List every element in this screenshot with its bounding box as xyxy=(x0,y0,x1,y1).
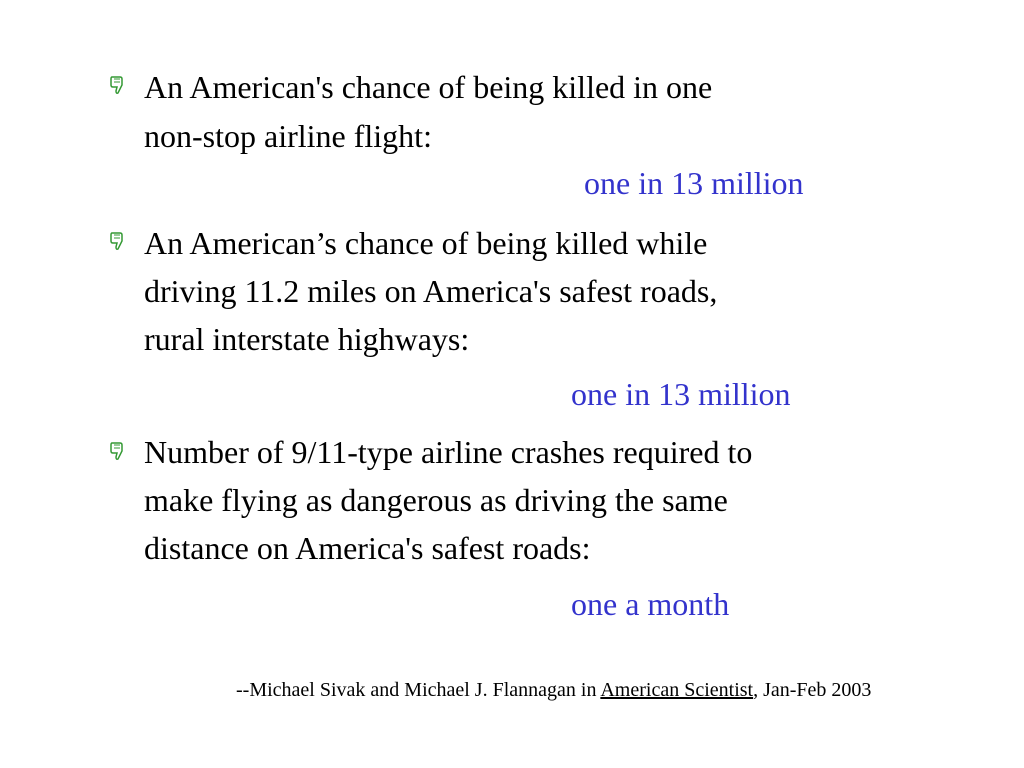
bullet-2-line-2: driving 11.2 miles on America's safest roads, xyxy=(144,273,718,309)
bullet-2-line-3: rural interstate highways: xyxy=(144,321,470,357)
citation-journal: American Scientist xyxy=(600,679,754,701)
citation-prefix: --Michael Sivak and Michael J. Flannagan in xyxy=(236,679,601,701)
citation xyxy=(236,676,871,704)
bullet-3-line-2: make flying as dangerous as driving the same xyxy=(144,482,728,518)
citation-suffix: , Jan-Feb 2003 xyxy=(753,679,872,701)
bullet-2-answer: one in 13 million xyxy=(571,376,791,412)
bullet-3-line-1: Number of 9/11-type airline crashes required to xyxy=(144,434,753,470)
thumbs-down-icon xyxy=(110,232,124,251)
bullet-2-line-1: An American’s chance of being killed while xyxy=(144,225,708,261)
bullet-1-answer: one in 13 million xyxy=(584,165,804,201)
bullet-1-line-2: non-stop airline flight: xyxy=(144,118,432,154)
bullet-1-line-1: An American's chance of being killed in one xyxy=(144,69,713,105)
thumbs-down-icon xyxy=(110,76,124,95)
bullet-3-answer: one a month xyxy=(571,586,730,622)
thumbs-down-icon xyxy=(110,442,124,461)
bullet-3-line-3: distance on America's safest roads: xyxy=(144,530,591,566)
